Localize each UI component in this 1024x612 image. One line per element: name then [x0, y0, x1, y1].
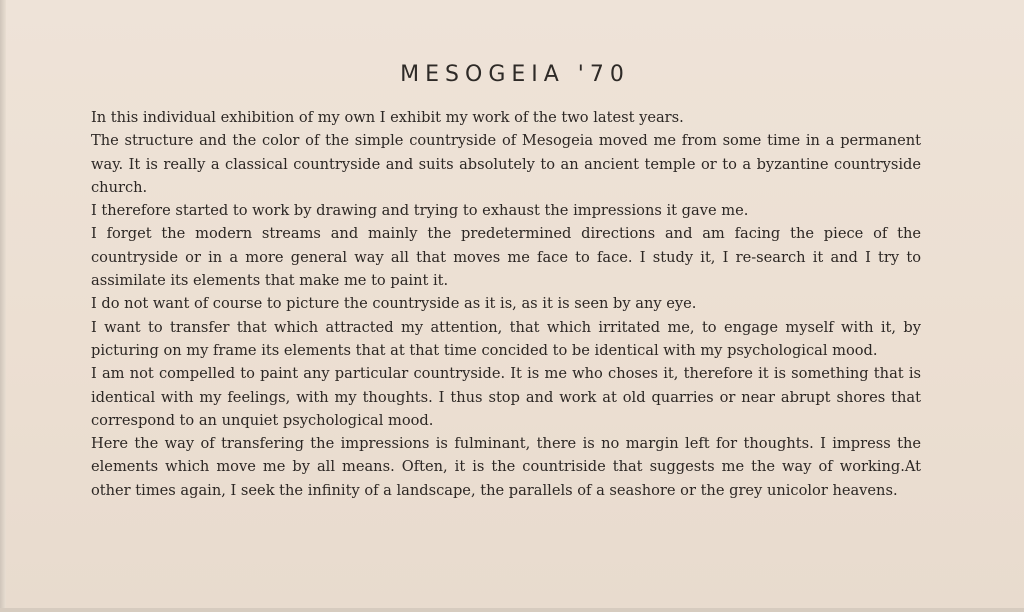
document-title: MESOGEIA '70 — [400, 62, 630, 87]
document-body — [91, 106, 921, 502]
paragraph-3: I therefore started to work by drawing and trying to exhaust the impressions it gave me. — [91, 202, 749, 220]
page-left-edge — [0, 0, 6, 612]
paragraph-7: I am not compelled to paint any particular countryside. It is me who choses it, therefore it is something that is identical with my feelings, with my thoughts. I thus stop and work at old quarries or near abrupt shores that correspond to an unquiet psychological mood. — [91, 365, 921, 429]
paragraph-1: In this individual exhibition of my own I exhibit my work of the two latest years. — [91, 109, 684, 126]
paragraph-2: The structure and the color of the simple countryside of Mesogeia moved me from some time in a permanent way. It is really a classical countryside and suits absolutely to an ancient temple or to a byzantine countryside church. — [91, 132, 921, 196]
paragraph-6: I want to transfer that which attracted my attention, that which irritated me, to engage myself with it, by picturing on my frame its elements that at that time concided to be identical with my psychological mood. — [91, 318, 921, 359]
paragraph-5: I do not want of course to picture the countryside as it is, as it is seen by any eye. — [91, 295, 697, 313]
paragraph-4: I forget the modern streams and mainly the predetermined directions and am facing the piece of the countryside or in a more general way all that moves me face to face. I study it, I re-search it and I try to assimilate its elements that make me to paint it. — [91, 225, 921, 290]
page-bottom-edge — [0, 608, 1024, 612]
paragraph-8: Here the way of transfering the impressions is fulminant, there is no margin left for thoughts. I impress the elements which move me by all means. Often, it is the countriside that suggests me the way of working.At other times again, I seek the infinity of a landscape, the parallels of a seashore or the grey unicolor heavens. — [91, 435, 921, 499]
